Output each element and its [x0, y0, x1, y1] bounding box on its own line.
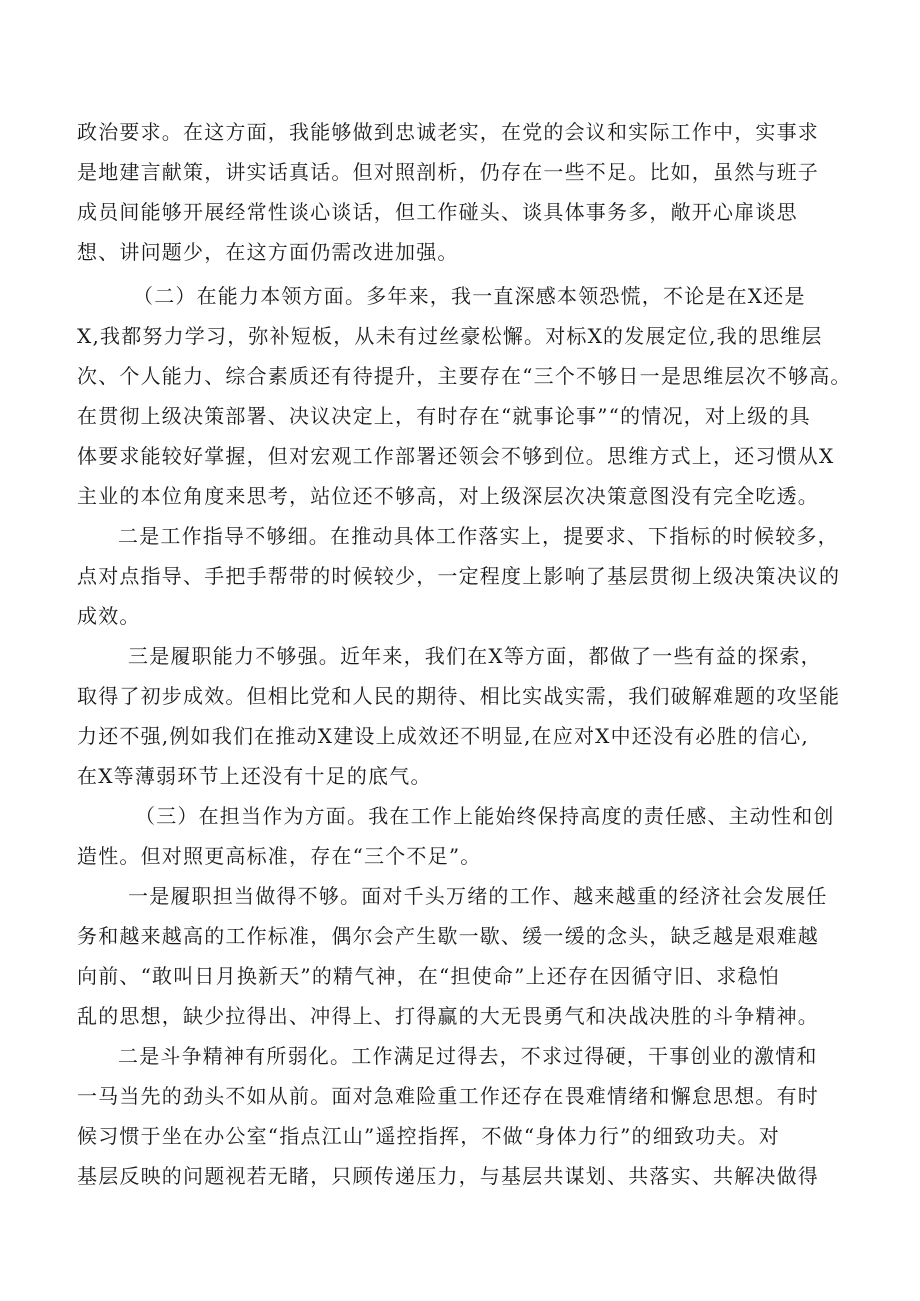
section-heading: （三）在担当作为方面。我在工作上能始终保持高度的责任感、主动性和创 — [135, 804, 835, 828]
text-line: 是地建言献策，讲实话真话。但对照剖析，仍存在一些不足。比如，虽然与班子 — [77, 160, 819, 184]
text-line: 造性。但对照更高标准，存在“三个不足”。 — [77, 844, 482, 868]
text-line: 次、个人能力、综合素质还有待提升，主要存在“三个不够日一是思维层次不够高。 — [77, 364, 852, 388]
text-line: 三是履职能力不够强。近年来，我们在X等方面，都做了一些有益的探索， — [128, 644, 822, 668]
text-line: 一马当先的劲头不如从前。面对急难险重工作还存在畏难情绪和懈怠思想。有时 — [77, 1084, 819, 1108]
text-line: 政治要求。在这方面，我能够做到忠诚老实，在党的会议和实际工作中，实事求 — [77, 120, 819, 144]
text-line: 成员间能够开展经常性谈心谈话，但工作碰头、谈具体事务多，敞开心扉谈思 — [77, 200, 798, 224]
text-line: 基层反映的问题视若无睹，只顾传递压力，与基层共谋划、共落实、共解决做得 — [77, 1164, 819, 1188]
text-line: 在X等薄弱环节上还没有十足的底气。 — [77, 764, 432, 788]
text-line: 务和越来越高的工作标准，偶尔会产生歇一歇、缓一缓的念头，缺乏越是艰难越 — [77, 924, 819, 948]
text-line: X,我都努力学习，弥补短板，从未有过丝豪松懈。对标X的发展定位,我的思维层 — [77, 324, 823, 348]
text-line: 候习惯于坐在办公室“指点江山”遥控指挥，不做“身体力行”的细致功夫。对 — [77, 1124, 780, 1148]
text-line: 一是履职担当做得不够。面对千头万绪的工作、越来越重的经济社会发展任 — [128, 884, 828, 908]
text-line: 二是斗争精神有所弱化。工作满足过得去，不求过得硬，干事创业的激情和 — [118, 1044, 818, 1068]
text-line: 取得了初步成效。但相比党和人民的期待、相比实战实需，我们破解难题的攻坚能 — [77, 684, 841, 708]
text-line: 向前、“敢叫日月换新天”的精气神，在“担使命”上还存在因循守旧、求稳怕 — [77, 964, 780, 988]
text-line: 主业的本位角度来思考，站位还不够高，对上级深层次决策意图没有完全吃透。 — [77, 484, 819, 508]
text-line: 体要求能较好掌握，但对宏观工作部署还领会不够到位。思维方式上，还习惯从X — [77, 444, 835, 468]
text-line: 在贯彻上级决策部署、决议决定上，有时存在“就事论事”“的情况，对上级的具 — [77, 404, 811, 428]
text-line: 成效。 — [77, 604, 141, 628]
text-line: 想、讲问题少，在这方面仍需改进加强。 — [77, 240, 459, 264]
text-line: 二是工作指导不够细。在推动具体工作落实上，提要求、下指标的时候较多， — [118, 524, 839, 548]
section-heading: （二）在能力本领方面。多年来，我一直深感本领恐慌，不论是在X还是 — [133, 284, 806, 308]
text-line: 乱的思想，缺少拉得出、冲得上、打得赢的大无畏勇气和决战决胜的斗争精神。 — [77, 1004, 819, 1028]
text-line: 点对点指导、手把手帮带的时候较少，一定程度上影响了基层贯彻上级决策决议的 — [77, 564, 841, 588]
text-line: 力还不强,例如我们在推动X建设上成效还不明显,在应对X中还没有必胜的信心, — [77, 724, 809, 748]
